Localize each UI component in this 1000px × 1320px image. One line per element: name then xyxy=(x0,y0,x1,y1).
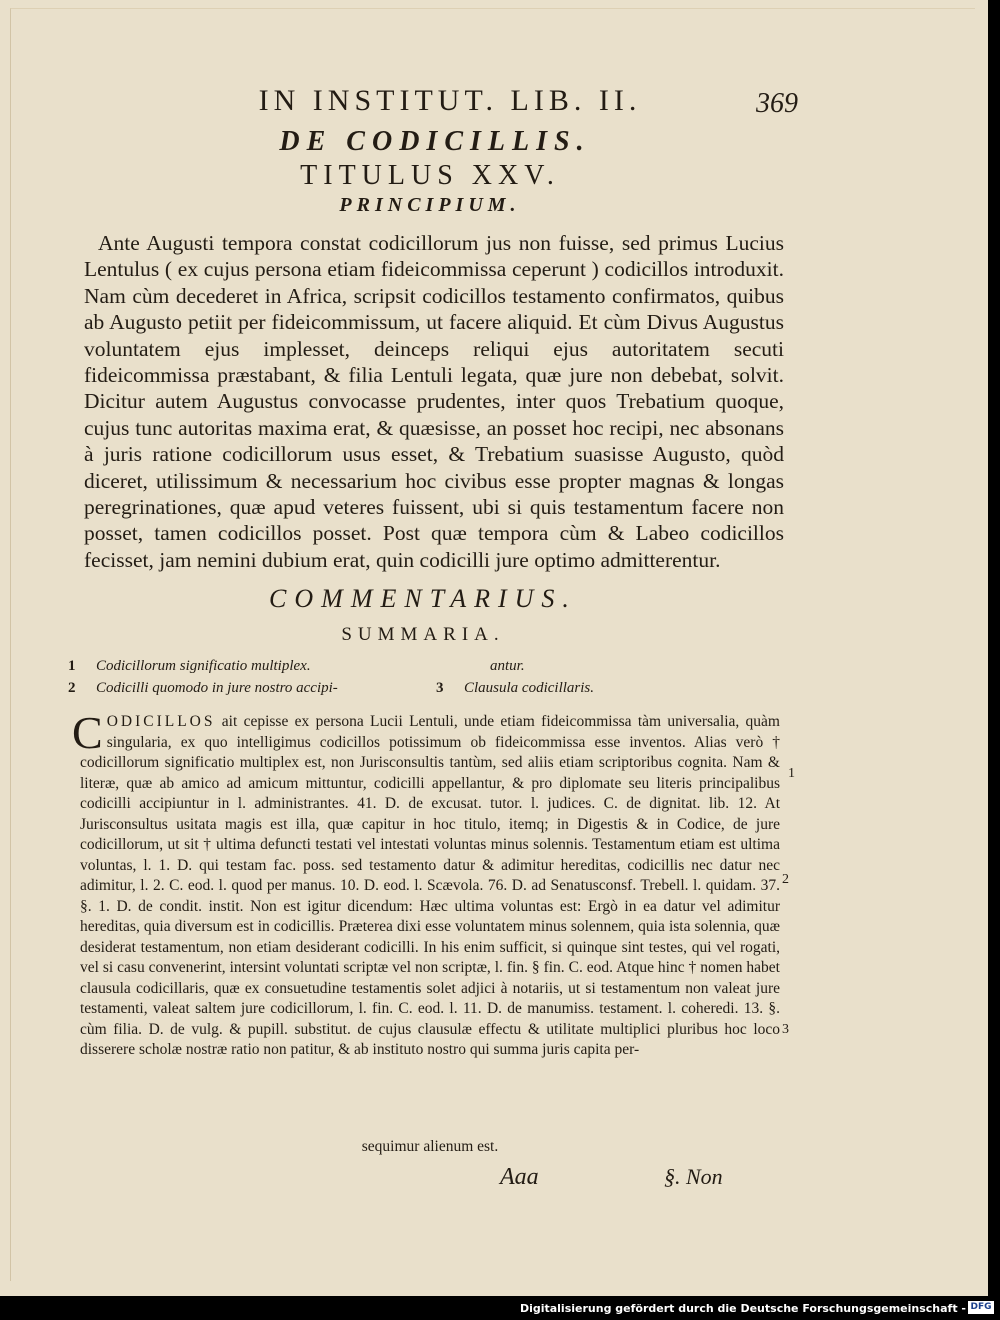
catchword: §. Non xyxy=(664,1164,723,1189)
summaria-text: Codicilli quomodo in jure nostro accipi- xyxy=(96,680,338,696)
margin-number: 2 xyxy=(782,872,789,887)
margin-number: 3 xyxy=(782,1022,789,1037)
first-word: ODICILLOS xyxy=(106,713,216,730)
closing-line: sequimur alienum est. xyxy=(361,1138,499,1155)
summaria-title: SUMMARIA. xyxy=(341,624,505,645)
dfg-logo-icon: DFG xyxy=(968,1301,994,1314)
summaria-text: Codicillorum significatio multiplex. xyxy=(96,658,311,674)
principium-text: Ante Augusti tempora constat codicillorum jus non fuisse, sed primus Lucius Lentulus ( ex cujus persona etiam fideicommissa ceperunt ) codicillos introduxit. Nam cùm decederet in Africa, scripsit codicillos testamento confirmatos, quibus ab Augusto petiit per fideicommissum, ut facere aliquid. Et cùm Divus Augustus voluntatem ejus implesset, deinceps reliqui ejus autoritatem secuti fideicommissa præstabant, & filia Lentuli legata, quæ jure non debebat, solvit. Dicitur autem Augustus convocasse prudentes, inter quos Trebatium quoque, cujus tunc autoritas maxima erat, & quæsisse, an posset hoc recipi, nec absonans à juris ratione codicillorum usus esset, & Trebatium suasisse Augusto, quòd diceret, utilissimum & necessarium hoc civibus esse propter magnas & longas peregrinationes, quæ apud veteres fuissent, ubi si quis testamentum facere non posset, tamen codicillos posset. Post quæ tempora cùm & Labeo codicillos fecisset, jam nemini dubium erat, quin codicilli jure optimo admitterentur. xyxy=(84,231,784,572)
summaria-item xyxy=(436,680,594,697)
summaria-item xyxy=(68,658,311,675)
summaria-text: Clausula codicillaris. xyxy=(464,680,595,696)
section-title: DE CODICILLIS. xyxy=(279,126,591,157)
summaria-item xyxy=(490,658,525,675)
summaria-item xyxy=(68,680,338,697)
titulus-heading: TITULUS XXV. xyxy=(300,160,560,191)
summaria-number: 2 xyxy=(68,680,76,696)
digitization-credit: Digitalisierung gefördert durch die Deutsche Forschungsgemeinschaft - xyxy=(519,1302,966,1315)
summaria-text: antur. xyxy=(490,658,525,674)
signature-mark: Aaa xyxy=(500,1164,539,1190)
commentary-body: ait cepisse ex persona Lucii Lentuli, unde etiam fideicommissa tàm universalia, quàm singularia, ex quo intelligimus codicillos potissimum ob fideicommissa esse inventos. Alias verò † codicillorum significatio multiplex est, non Jurisconsultis tantùm, sed aliis etiam scriptoribus cognita. Nam & literæ, quæ ab amico ad amicum mittuntur, codicilli appellantur, & pro diplomate seu literis principalibus codicilli accipiuntur in l. administrantes. 41. D. de excusat. tutor. l. judices. C. de dignitat. lib. 12. At Jurisconsultus usitata magis est illa, quæ capitur in hoc titulo, itemq; in Digestis & in Codice, de jure codicillorum, ut sit † ultima defuncti testati vel intestati voluntas minus solennis. Testamentum etiam est ultima voluntas, l. 1. D. qui testam fac. poss. sed testamento datur & adimitur hereditas, codicillis nec datur nec adimitur, l. 2. C. eod. l. quod per manus. 10. D. eod. l. Scævola. 76. D. ad Senatusconsf. Trebell. l. quidam. 37. §. 1. D. de condit. instit. Non est igitur dicendum: Hæc ultima voluntas est: Ergò in ea datur vel adimitur hereditas, quia diversum est in codicillis. Præterea dixi esse voluntatem minus solennem, quia ista solennia, quæ desiderat testamentum, non etiam desiderant codicilli. In his enim sufficit, si quinque sint testes, qui vel rogati, vel si casu convenerint, intersint voluntati scriptæ vel non scriptæ, l. fin. § fin. C. eod. Atque hinc † nomen habet clausula codicillaris, quæ ex consuetudine testamentis solet adjici à notariis, ut si testamentum non valeat jure testamenti, valeat saltem jure codicillorum, l. fin. C. eod. l. 11. D. de manumiss. testament. l. coheredi. 13. §. cùm filia. D. de vulg. & pupill. substitut. de cujus clausulæ effectu & utilitate multiplici pluribus hoc loco disserere scholæ nostræ ratio non patitur, & ab instituto nostro qui summa juris capita per- xyxy=(80,713,780,1058)
page-number: 369 xyxy=(756,88,798,119)
principium-heading: PRINCIPIUM. xyxy=(339,194,521,216)
summaria-number: 3 xyxy=(436,680,444,696)
running-head: IN INSTITUT. LIB. II. xyxy=(258,84,642,117)
commentary-text xyxy=(72,707,780,1061)
commentary-title: COMMENTARIUS. xyxy=(269,584,577,613)
drop-cap: C xyxy=(72,707,103,758)
margin-number: 1 xyxy=(788,766,795,781)
summaria-number: 1 xyxy=(68,658,76,674)
